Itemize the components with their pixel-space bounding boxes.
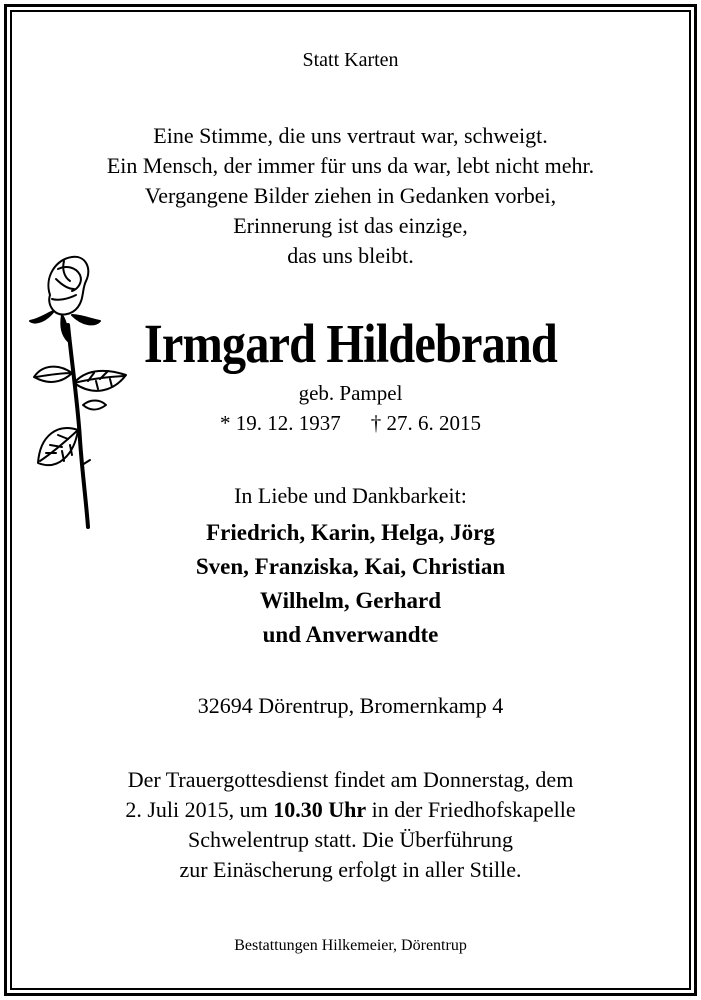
service-date-text: 2. Juli 2015, um bbox=[125, 797, 274, 822]
family-line: Friedrich, Karin, Helga, Jörg bbox=[206, 520, 495, 545]
service-location-text: in der Friedhofskapelle bbox=[366, 797, 576, 822]
family-line: Wilhelm, Gerhard bbox=[259, 588, 441, 613]
poem-line: Eine Stimme, die uns vertraut war, schweigt. bbox=[153, 123, 548, 148]
poem-line: Ein Mensch, der immer für uns da war, lebt nicht mehr. bbox=[106, 153, 595, 178]
service-time: 10.30 Uhr bbox=[273, 797, 367, 822]
birth-date: * 19. 12. 1937 bbox=[220, 411, 341, 435]
service-line bbox=[0, 795, 701, 825]
poem-line: Erinnerung ist das einzige, bbox=[233, 213, 468, 238]
service-line: zur Einäscherung erfolgt in aller Stille. bbox=[179, 857, 522, 882]
thanks-line: In Liebe und Dankbarkeit: bbox=[234, 483, 467, 508]
deceased-name: Irmgard Hildebrand bbox=[143, 313, 557, 374]
poem-line: das uns bleibt. bbox=[287, 243, 414, 268]
maiden-name: geb. Pampel bbox=[298, 381, 403, 405]
life-dates bbox=[0, 410, 701, 436]
family-line: und Anverwandte bbox=[262, 622, 439, 647]
poem-line: Vergangene Bilder ziehen in Gedanken vorbei, bbox=[144, 183, 557, 208]
header-statt-karten: Statt Karten bbox=[302, 49, 399, 71]
service-info bbox=[0, 765, 701, 885]
death-date: † 27. 6. 2015 bbox=[370, 411, 481, 435]
service-line: Schwelentrup statt. Die Überführung bbox=[187, 827, 514, 852]
address: 32694 Dörentrup, Bromernkamp 4 bbox=[197, 693, 504, 718]
poem bbox=[0, 121, 701, 271]
service-line: Der Trauergottesdienst findet am Donnerstag, dem bbox=[127, 767, 574, 792]
family-list bbox=[0, 516, 701, 652]
family-line: Sven, Franziska, Kai, Christian bbox=[195, 554, 506, 579]
funeral-home: Bestattungen Hilkemeier, Dörentrup bbox=[234, 937, 467, 954]
